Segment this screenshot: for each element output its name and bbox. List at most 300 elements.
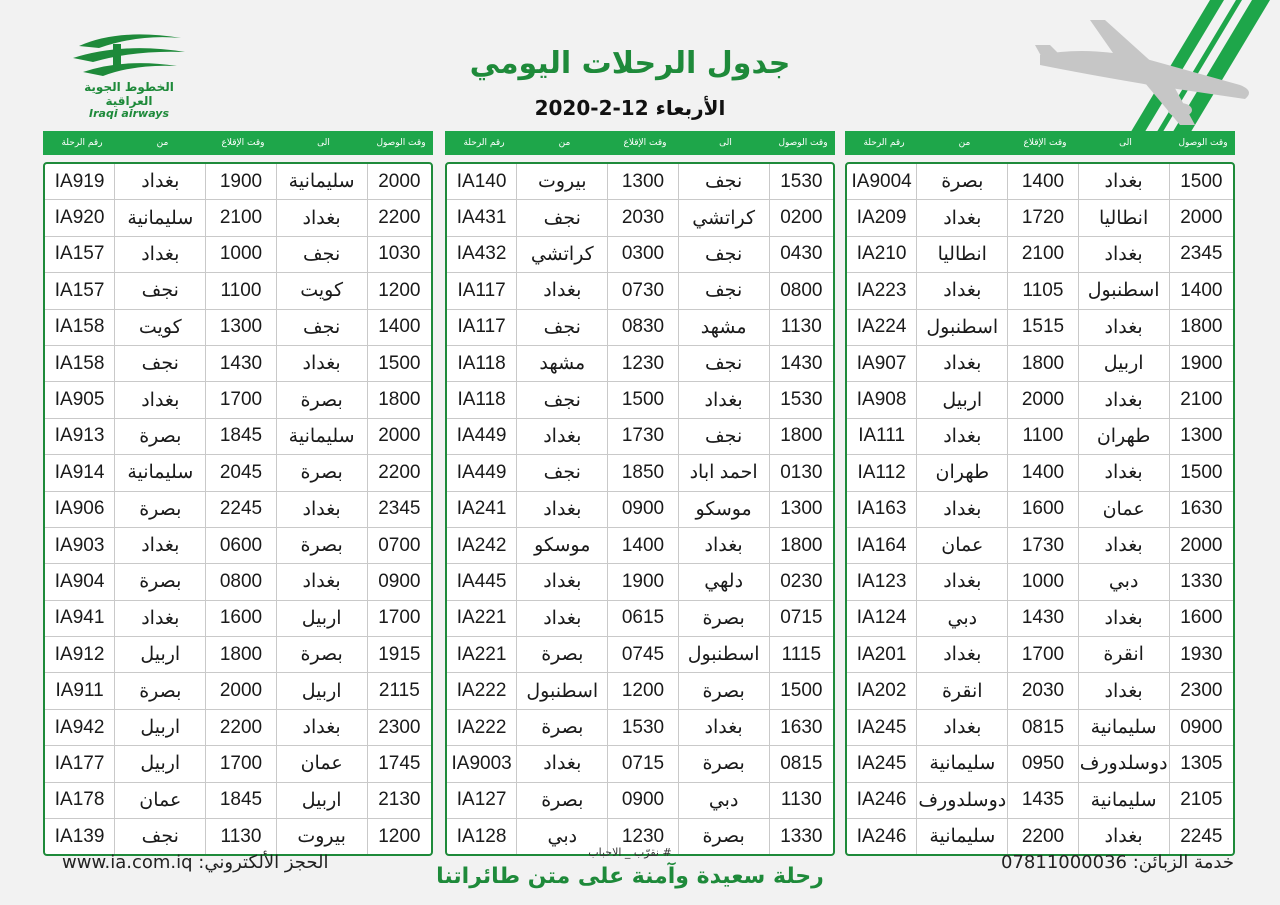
table-row bbox=[45, 745, 431, 781]
table-row bbox=[447, 418, 833, 454]
table-header bbox=[43, 131, 433, 155]
table-cell: IA139 bbox=[45, 819, 115, 854]
table-row bbox=[447, 164, 833, 199]
table-cell: اربيل bbox=[115, 710, 206, 745]
table-cell: IA908 bbox=[847, 382, 917, 417]
table-cell: 1800 bbox=[780, 534, 823, 556]
table-cell: 1730 bbox=[1008, 528, 1078, 563]
column-header: وقت الإقلاع bbox=[1023, 138, 1067, 148]
table-cell: IA432 bbox=[447, 237, 517, 272]
table-cell: سليمانية bbox=[277, 419, 368, 454]
table-cell: 1030 bbox=[378, 243, 421, 265]
logo-english-name: Iraqi airways bbox=[89, 107, 169, 120]
flights-table bbox=[445, 131, 835, 856]
table-cell: 1600 bbox=[1180, 607, 1223, 629]
table-row bbox=[447, 236, 833, 272]
table-cell: بغداد bbox=[679, 528, 770, 563]
table-cell: IA209 bbox=[847, 200, 917, 235]
table-cell: بغداد bbox=[115, 382, 206, 417]
column-header: رقم الرحلة bbox=[61, 138, 103, 148]
table-cell: IA246 bbox=[847, 783, 917, 818]
table-row bbox=[847, 236, 1233, 272]
column-header: وقت الوصول bbox=[376, 138, 426, 148]
table-cell: 1330 bbox=[780, 825, 823, 847]
table-cell: IA223 bbox=[847, 273, 917, 308]
table-cell: بغداد bbox=[277, 346, 368, 381]
table-row bbox=[847, 199, 1233, 235]
table-cell: نجف bbox=[679, 237, 770, 272]
page-title: جدول الرحلات اليومي bbox=[469, 46, 791, 81]
table-cell: IA127 bbox=[447, 783, 517, 818]
table-cell: بغداد bbox=[1079, 673, 1170, 708]
table-cell: انقرة bbox=[1079, 637, 1170, 672]
table-cell: اربيل bbox=[917, 382, 1008, 417]
table-cell: IA118 bbox=[447, 382, 517, 417]
table-cell: 1230 bbox=[608, 819, 678, 854]
column-header: وقت الوصول bbox=[1178, 138, 1228, 148]
table-cell: IA221 bbox=[447, 637, 517, 672]
table-cell: IA221 bbox=[447, 601, 517, 636]
table-cell: 0715 bbox=[608, 746, 678, 781]
table-row bbox=[847, 454, 1233, 490]
table-row bbox=[45, 782, 431, 818]
table-row bbox=[847, 164, 1233, 199]
table-cell: بغداد bbox=[277, 200, 368, 235]
table-cell: انطاليا bbox=[1079, 200, 1170, 235]
table-cell: 0600 bbox=[206, 528, 276, 563]
table-row bbox=[847, 527, 1233, 563]
table-cell: IA241 bbox=[447, 492, 517, 527]
column-header: وقت الإقلاع bbox=[221, 138, 265, 148]
table-cell: 1000 bbox=[1008, 564, 1078, 599]
table-cell: IA911 bbox=[45, 673, 115, 708]
table-row bbox=[45, 600, 431, 636]
table-cell: بغداد bbox=[277, 564, 368, 599]
table-row bbox=[847, 272, 1233, 308]
table-cell: IA904 bbox=[45, 564, 115, 599]
table-row bbox=[847, 636, 1233, 672]
table-row bbox=[45, 709, 431, 745]
table-cell: بغداد bbox=[917, 346, 1008, 381]
tagline: رحلة سعيدة وآمنة على متن طائراتنا bbox=[436, 864, 824, 889]
table-row bbox=[847, 782, 1233, 818]
table-cell: IA912 bbox=[45, 637, 115, 672]
table-cell: 0800 bbox=[206, 564, 276, 599]
table-cell: نجف bbox=[517, 310, 608, 345]
table-cell: 1130 bbox=[206, 819, 276, 854]
table-cell: 2000 bbox=[378, 425, 421, 447]
table-cell: نجف bbox=[517, 200, 608, 235]
table-cell: دوسلدورف bbox=[917, 783, 1008, 818]
table-cell: IA140 bbox=[447, 164, 517, 199]
table-cell: اسطنبول bbox=[1079, 273, 1170, 308]
table-cell: IA164 bbox=[847, 528, 917, 563]
table-cell: نجف bbox=[277, 310, 368, 345]
table-cell: IA245 bbox=[847, 710, 917, 745]
table-cell: نجف bbox=[115, 273, 206, 308]
table-cell: 0615 bbox=[608, 601, 678, 636]
table-cell: 1500 bbox=[780, 680, 823, 702]
table-row bbox=[447, 709, 833, 745]
table-row bbox=[447, 345, 833, 381]
table-cell: نجف bbox=[115, 819, 206, 854]
table-cell: 1300 bbox=[608, 164, 678, 199]
table-cell: IA224 bbox=[847, 310, 917, 345]
table-row bbox=[45, 272, 431, 308]
table-cell: كراتشي bbox=[517, 237, 608, 272]
table-row bbox=[847, 709, 1233, 745]
table-cell: بغداد bbox=[277, 492, 368, 527]
table-cell: 0300 bbox=[608, 237, 678, 272]
table-cell: بغداد bbox=[1079, 455, 1170, 490]
table-cell: IA202 bbox=[847, 673, 917, 708]
table-cell: بغداد bbox=[517, 492, 608, 527]
table-cell: دبي bbox=[517, 819, 608, 854]
table-cell: بصرة bbox=[115, 673, 206, 708]
table-row bbox=[847, 745, 1233, 781]
column-header: وقت الوصول bbox=[778, 138, 828, 148]
table-cell: 1430 bbox=[206, 346, 276, 381]
table-cell: 2000 bbox=[1180, 207, 1223, 229]
table-cell: 2300 bbox=[378, 716, 421, 738]
table-cell: اربيل bbox=[115, 637, 206, 672]
table-row bbox=[447, 636, 833, 672]
table-row bbox=[447, 199, 833, 235]
logo-arabic-name: الخطوط الجوية العراقية bbox=[84, 80, 174, 108]
table-cell: بغداد bbox=[277, 710, 368, 745]
table-cell: عمان bbox=[277, 746, 368, 781]
table-cell: نجف bbox=[679, 346, 770, 381]
table-cell: بغداد bbox=[917, 710, 1008, 745]
table-cell: بغداد bbox=[517, 419, 608, 454]
table-cell: كويت bbox=[115, 310, 206, 345]
table-cell: IA431 bbox=[447, 200, 517, 235]
table-row bbox=[45, 418, 431, 454]
table-cell: بغداد bbox=[679, 710, 770, 745]
table-cell: 1435 bbox=[1008, 783, 1078, 818]
table-cell: 1300 bbox=[780, 498, 823, 520]
table-cell: بغداد bbox=[1079, 601, 1170, 636]
table-cell: اسطنبول bbox=[917, 310, 1008, 345]
column-header: رقم الرحلة bbox=[863, 138, 905, 148]
table-cell: 2245 bbox=[206, 492, 276, 527]
table-cell: سليمانية bbox=[1079, 783, 1170, 818]
column-header: الى bbox=[719, 138, 732, 148]
table-cell: 2105 bbox=[1180, 789, 1223, 811]
table-row bbox=[447, 782, 833, 818]
table-row bbox=[45, 491, 431, 527]
column-header: الى bbox=[1119, 138, 1132, 148]
table-cell: 1915 bbox=[378, 643, 421, 665]
table-cell: 1800 bbox=[378, 389, 421, 411]
table-cell: 0200 bbox=[780, 207, 823, 229]
table-cell: 1130 bbox=[780, 789, 822, 811]
table-cell: كويت bbox=[277, 273, 368, 308]
table-cell: بصرة bbox=[679, 601, 770, 636]
table-row bbox=[45, 672, 431, 708]
table-cell: 1530 bbox=[780, 170, 823, 192]
table-cell: 0715 bbox=[780, 607, 823, 629]
table-row bbox=[45, 236, 431, 272]
table-cell: 1720 bbox=[1008, 200, 1078, 235]
table-cell: IA178 bbox=[45, 783, 115, 818]
table-cell: 0230 bbox=[780, 570, 823, 592]
table-cell: بصرة bbox=[277, 382, 368, 417]
table-cell: IA157 bbox=[45, 237, 115, 272]
table-row bbox=[447, 527, 833, 563]
table-cell: بغداد bbox=[917, 637, 1008, 672]
table-row bbox=[45, 309, 431, 345]
table-cell: 1930 bbox=[1180, 643, 1223, 665]
table-cell: 1400 bbox=[1008, 164, 1078, 199]
table-cell: 1300 bbox=[206, 310, 276, 345]
table-cell: 2345 bbox=[1180, 243, 1223, 265]
table-cell: بصرة bbox=[277, 455, 368, 490]
table-cell: مشهد bbox=[517, 346, 608, 381]
table-row bbox=[847, 491, 1233, 527]
table-cell: 1900 bbox=[206, 164, 276, 199]
table-cell: انقرة bbox=[917, 673, 1008, 708]
table-cell: IA201 bbox=[847, 637, 917, 672]
table-cell: اربيل bbox=[115, 746, 206, 781]
table-cell: IA112 bbox=[847, 455, 917, 490]
table-cell: IA158 bbox=[45, 346, 115, 381]
column-header: من bbox=[156, 138, 169, 148]
table-cell: 1745 bbox=[378, 752, 421, 774]
customer-service: خدمة الزبائن: 07811000036 bbox=[1001, 852, 1234, 873]
table-row bbox=[45, 636, 431, 672]
table-row bbox=[847, 418, 1233, 454]
table-row bbox=[847, 381, 1233, 417]
table-cell: IA118 bbox=[447, 346, 517, 381]
table-cell: بغداد bbox=[115, 164, 206, 199]
table-cell: IA177 bbox=[45, 746, 115, 781]
table-cell: 1500 bbox=[1180, 170, 1223, 192]
table-cell: 2000 bbox=[206, 673, 276, 708]
table-body bbox=[43, 162, 433, 856]
table-body bbox=[845, 162, 1235, 856]
table-cell: 1700 bbox=[206, 382, 276, 417]
table-cell: IA222 bbox=[447, 710, 517, 745]
table-cell: 1530 bbox=[780, 389, 823, 411]
table-cell: 2115 bbox=[378, 680, 420, 702]
table-cell: بغداد bbox=[917, 492, 1008, 527]
table-cell: IA445 bbox=[447, 564, 517, 599]
table-cell: بيروت bbox=[517, 164, 608, 199]
table-cell: 1400 bbox=[1008, 455, 1078, 490]
column-header: وقت الإقلاع bbox=[623, 138, 667, 148]
table-cell: نجف bbox=[679, 164, 770, 199]
table-cell: 1500 bbox=[378, 352, 421, 374]
table-cell: بغداد bbox=[679, 382, 770, 417]
table-row bbox=[847, 672, 1233, 708]
table-cell: اربيل bbox=[277, 601, 368, 636]
table-cell: بصرة bbox=[517, 783, 608, 818]
table-cell: 2000 bbox=[1008, 382, 1078, 417]
table-cell: 2000 bbox=[1180, 534, 1223, 556]
table-cell: دلهي bbox=[679, 564, 770, 599]
column-header: الى bbox=[317, 138, 330, 148]
table-cell: بصرة bbox=[115, 419, 206, 454]
hashtag: # نقرّب _ الاحباب bbox=[588, 846, 672, 859]
table-row bbox=[45, 381, 431, 417]
table-cell: 2130 bbox=[378, 789, 421, 811]
table-cell: IA942 bbox=[45, 710, 115, 745]
table-cell: بصرة bbox=[679, 746, 770, 781]
table-cell: 1530 bbox=[608, 710, 678, 745]
table-cell: نجف bbox=[277, 237, 368, 272]
table-cell: 1130 bbox=[780, 316, 822, 338]
table-row bbox=[45, 563, 431, 599]
table-cell: 2100 bbox=[206, 200, 276, 235]
table-row bbox=[847, 309, 1233, 345]
table-cell: سليمانية bbox=[917, 819, 1008, 854]
table-cell: 2045 bbox=[206, 455, 276, 490]
table-cell: IA117 bbox=[447, 273, 517, 308]
table-cell: سليمانية bbox=[115, 455, 206, 490]
table-cell: IA242 bbox=[447, 528, 517, 563]
table-cell: 2030 bbox=[608, 200, 678, 235]
table-cell: بغداد bbox=[1079, 164, 1170, 199]
table-cell: 1430 bbox=[1008, 601, 1078, 636]
table-cell: نجف bbox=[679, 273, 770, 308]
table-cell: IA163 bbox=[847, 492, 917, 527]
table-cell: 2200 bbox=[378, 207, 421, 229]
table-cell: 0745 bbox=[608, 637, 678, 672]
table-row bbox=[447, 563, 833, 599]
table-cell: سليمانية bbox=[115, 200, 206, 235]
table-cell: 0800 bbox=[780, 279, 823, 301]
table-cell: بيروت bbox=[277, 819, 368, 854]
table-body bbox=[445, 162, 835, 856]
table-cell: IA9003 bbox=[447, 746, 517, 781]
table-cell: 1700 bbox=[206, 746, 276, 781]
table-cell: 1400 bbox=[608, 528, 678, 563]
table-cell: 0900 bbox=[608, 492, 678, 527]
table-cell: اسطنبول bbox=[679, 637, 770, 672]
table-cell: IA913 bbox=[45, 419, 115, 454]
table-cell: 2345 bbox=[378, 498, 421, 520]
column-header: من bbox=[558, 138, 571, 148]
table-cell: IA9004 bbox=[847, 164, 917, 199]
table-cell: 0830 bbox=[608, 310, 678, 345]
table-cell: 1330 bbox=[1180, 570, 1223, 592]
table-cell: عمان bbox=[917, 528, 1008, 563]
column-header: من bbox=[958, 138, 971, 148]
table-cell: IA124 bbox=[847, 601, 917, 636]
table-cell: 1400 bbox=[378, 316, 421, 338]
table-cell: IA111 bbox=[847, 419, 917, 454]
table-cell: اربيل bbox=[277, 783, 368, 818]
table-cell: 2000 bbox=[378, 170, 421, 192]
table-cell: بصرة bbox=[277, 528, 368, 563]
table-cell: 1115 bbox=[781, 643, 822, 665]
table-row bbox=[847, 600, 1233, 636]
table-cell: 1800 bbox=[780, 425, 823, 447]
table-cell: 1200 bbox=[378, 279, 421, 301]
table-cell: 1200 bbox=[608, 673, 678, 708]
table-cell: بغداد bbox=[917, 273, 1008, 308]
table-cell: 2100 bbox=[1180, 389, 1223, 411]
table-cell: اربيل bbox=[277, 673, 368, 708]
table-cell: IA158 bbox=[45, 310, 115, 345]
table-cell: بصرة bbox=[679, 819, 770, 854]
table-row bbox=[447, 745, 833, 781]
table-cell: 2200 bbox=[1008, 819, 1078, 854]
table-cell: IA906 bbox=[45, 492, 115, 527]
table-cell: بغداد bbox=[115, 237, 206, 272]
table-cell: بغداد bbox=[1079, 237, 1170, 272]
table-row bbox=[45, 164, 431, 199]
table-cell: 1230 bbox=[608, 346, 678, 381]
table-cell: بغداد bbox=[1079, 528, 1170, 563]
table-cell: انطاليا bbox=[917, 237, 1008, 272]
table-row bbox=[447, 454, 833, 490]
table-header bbox=[445, 131, 835, 155]
table-cell: بصرة bbox=[277, 637, 368, 672]
table-cell: 1000 bbox=[206, 237, 276, 272]
table-cell: 2100 bbox=[1008, 237, 1078, 272]
table-cell: IA245 bbox=[847, 746, 917, 781]
table-cell: 1430 bbox=[780, 352, 823, 374]
table-header bbox=[845, 131, 1235, 155]
table-cell: بغداد bbox=[517, 273, 608, 308]
table-cell: نجف bbox=[679, 419, 770, 454]
table-row bbox=[45, 199, 431, 235]
table-cell: بغداد bbox=[115, 601, 206, 636]
table-cell: بصرة bbox=[115, 492, 206, 527]
table-cell: 2200 bbox=[206, 710, 276, 745]
table-cell: IA903 bbox=[45, 528, 115, 563]
column-header: رقم الرحلة bbox=[463, 138, 505, 148]
table-cell: 1800 bbox=[1008, 346, 1078, 381]
online-booking: www.ia.com.iq :الحجز الألكتروني bbox=[62, 852, 329, 873]
table-cell: 0815 bbox=[780, 752, 823, 774]
table-cell: نجف bbox=[115, 346, 206, 381]
table-cell: 0900 bbox=[608, 783, 678, 818]
table-row bbox=[45, 454, 431, 490]
table-cell: 0900 bbox=[378, 570, 421, 592]
table-cell: 1730 bbox=[608, 419, 678, 454]
table-cell: 1300 bbox=[1180, 425, 1223, 447]
table-cell: بغداد bbox=[917, 200, 1008, 235]
table-cell: 1800 bbox=[206, 637, 276, 672]
table-cell: اربيل bbox=[1079, 346, 1170, 381]
table-cell: مشهد bbox=[679, 310, 770, 345]
table-row bbox=[447, 272, 833, 308]
table-cell: 1900 bbox=[608, 564, 678, 599]
table-cell: بغداد bbox=[917, 419, 1008, 454]
table-cell: بصرة bbox=[517, 710, 608, 745]
table-cell: 1305 bbox=[1180, 752, 1223, 774]
table-cell: 1200 bbox=[378, 825, 421, 847]
table-cell: IA246 bbox=[847, 819, 917, 854]
table-row bbox=[45, 527, 431, 563]
table-cell: بغداد bbox=[517, 746, 608, 781]
table-cell: IA914 bbox=[45, 455, 115, 490]
table-cell: 1105 bbox=[1008, 273, 1078, 308]
table-cell: موسكو bbox=[679, 492, 770, 527]
table-cell: 1100 bbox=[1008, 419, 1078, 454]
table-cell: دبي bbox=[679, 783, 770, 818]
table-cell: 1800 bbox=[1180, 316, 1223, 338]
table-cell: احمد اباد bbox=[679, 455, 770, 490]
table-cell: 1500 bbox=[608, 382, 678, 417]
table-cell: 1845 bbox=[206, 783, 276, 818]
table-cell: IA222 bbox=[447, 673, 517, 708]
table-cell: IA117 bbox=[447, 310, 517, 345]
table-cell: بغداد bbox=[517, 564, 608, 599]
